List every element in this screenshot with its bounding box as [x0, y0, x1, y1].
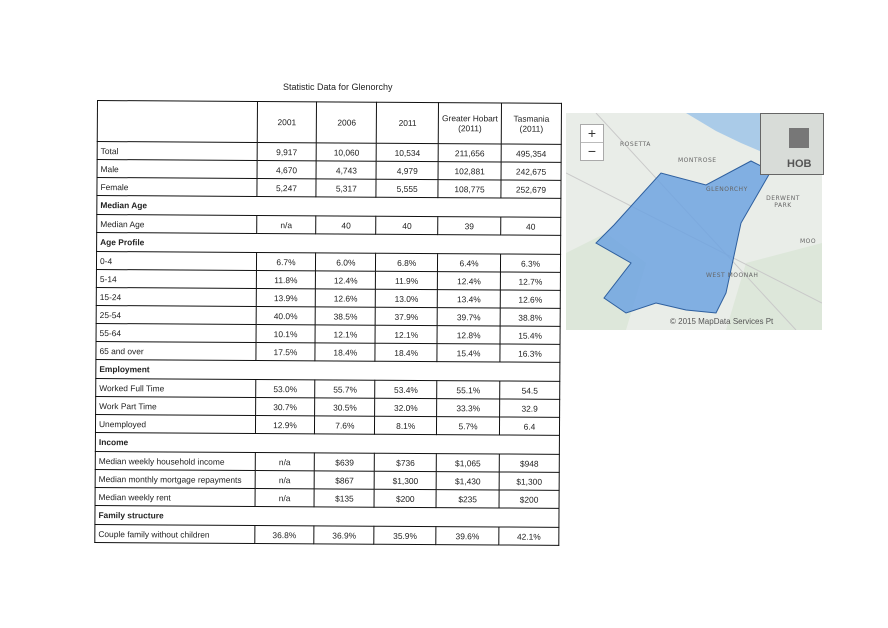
table-cell: 4,743: [316, 161, 376, 179]
row-label: 15-24: [96, 287, 256, 306]
table-cell: 10.1%: [256, 324, 316, 342]
table-cell: 30.5%: [315, 398, 375, 416]
table-cell: n/a: [255, 470, 315, 488]
column-header: 2001: [257, 101, 317, 142]
map-label: HOB: [787, 158, 812, 170]
table-cell: 15.4%: [437, 344, 500, 362]
table-cell: 36.8%: [254, 525, 314, 543]
table-cell: 12.9%: [255, 415, 315, 433]
table-cell: 36.9%: [314, 526, 374, 544]
column-header: Tasmania (2011): [501, 103, 561, 144]
table-cell: 5,555: [376, 179, 438, 197]
table-cell: 53.0%: [255, 379, 315, 397]
map-label: WEST MOONAH: [706, 272, 759, 279]
table-cell: 5,317: [316, 179, 376, 197]
table-cell: 12.1%: [375, 325, 437, 343]
table-cell: 38.8%: [500, 308, 560, 326]
table-cell: 40: [316, 216, 376, 234]
inset-thumbnail: [789, 128, 809, 148]
section-heading: Age Profile: [97, 233, 561, 255]
table-cell: $948: [499, 454, 559, 472]
table-cell: $200: [499, 490, 559, 508]
table-cell: 55.7%: [315, 380, 375, 398]
table-cell: 12.6%: [500, 290, 560, 308]
row-label: 0-4: [96, 252, 256, 271]
column-header: Greater Hobart (2011): [438, 103, 501, 144]
row-label: Worked Full Time: [96, 378, 256, 397]
table-cell: $639: [315, 453, 375, 471]
table-cell: $1,065: [436, 454, 499, 472]
map-label: ROSETTA: [620, 141, 651, 148]
table-cell: 102,881: [438, 162, 501, 180]
table-cell: 7.6%: [315, 416, 375, 434]
map-label: GLENORCHY: [706, 186, 748, 193]
table-cell: 17.5%: [255, 342, 315, 360]
table-cell: 53.4%: [375, 380, 437, 398]
table-cell: n/a: [255, 488, 315, 506]
table-cell: 18.4%: [375, 343, 437, 361]
map-label: MONTROSE: [678, 157, 717, 164]
statistics-table: [94, 100, 562, 546]
table-cell: 495,354: [501, 144, 561, 162]
section-heading: Median Age: [97, 196, 561, 218]
table-cell: 6.4: [499, 417, 559, 435]
section-heading: Income: [95, 432, 559, 454]
section-heading: Employment: [96, 359, 560, 381]
table-cell: 4,670: [257, 160, 317, 178]
table-cell: 252,679: [501, 180, 561, 198]
row-label: Female: [97, 178, 257, 197]
table-cell: 242,675: [501, 162, 561, 180]
zoom-in-button[interactable]: +: [587, 125, 597, 141]
table-cell: n/a: [255, 452, 315, 470]
table-cell: $736: [375, 453, 437, 471]
table-cell: 10,060: [317, 143, 377, 161]
table-cell: 5,247: [256, 178, 316, 196]
table-cell: 12.1%: [315, 325, 375, 343]
row-label: Median weekly household income: [95, 451, 255, 470]
header-row: [97, 101, 561, 145]
table-cell: 12.4%: [438, 272, 501, 290]
table-cell: 4,979: [376, 161, 438, 179]
zoom-control: [580, 124, 604, 161]
table-row: [95, 524, 559, 545]
table-cell: 6.4%: [438, 254, 501, 272]
section-heading: Family structure: [95, 505, 559, 527]
table-cell: n/a: [256, 215, 316, 233]
table-cell: 55.1%: [437, 381, 500, 399]
table-cell: $867: [315, 471, 375, 489]
map-label: DERWENT PARK: [766, 195, 800, 209]
table-cell: $235: [436, 490, 499, 508]
table-cell: 12.6%: [316, 289, 376, 307]
table-cell: 33.3%: [437, 399, 500, 417]
table-cell: 39.7%: [437, 308, 500, 326]
table-cell: 38.5%: [316, 307, 376, 325]
table-cell: $200: [374, 489, 436, 507]
table-cell: 12.7%: [500, 272, 560, 290]
map-inset[interactable]: [760, 113, 824, 175]
table-cell: 13.4%: [437, 290, 500, 308]
table-cell: 6.8%: [376, 253, 438, 271]
table-cell: $1,300: [499, 472, 559, 490]
row-label: Unemployed: [95, 414, 255, 433]
row-label: Median monthly mortgage repayments: [95, 469, 255, 488]
table-cell: 40: [501, 217, 561, 235]
row-label: Male: [97, 160, 257, 179]
table-cell: 6.3%: [500, 254, 560, 272]
table-cell: 30.7%: [255, 397, 315, 415]
row-label: Median weekly rent: [95, 487, 255, 506]
zoom-out-button[interactable]: −: [581, 142, 603, 160]
table-cell: $1,430: [436, 472, 499, 490]
row-label: 25-54: [96, 305, 256, 324]
table-cell: $1,300: [374, 471, 436, 489]
page-title: Statistic Data for Glenorchy: [283, 82, 393, 92]
table-cell: 37.9%: [375, 307, 437, 325]
table-cell: 15.4%: [500, 326, 560, 344]
table-cell: 39.6%: [436, 527, 499, 545]
table-cell: 39: [438, 217, 501, 235]
table-cell: 5.7%: [437, 417, 500, 435]
table-cell: 10,534: [376, 143, 438, 161]
row-label: Median Age: [97, 215, 257, 234]
row-label: 65 and over: [96, 341, 256, 360]
table-cell: 40: [376, 216, 438, 234]
table-cell: 12.4%: [316, 271, 376, 289]
table-cell: 13.9%: [256, 288, 316, 306]
table-cell: 12.8%: [437, 326, 500, 344]
table-cell: 6.7%: [256, 252, 316, 270]
row-label: Total: [97, 142, 257, 161]
table-cell: 32.9: [500, 399, 560, 417]
table-cell: $135: [314, 489, 374, 507]
column-header: 2006: [317, 102, 377, 143]
table-cell: 18.4%: [315, 343, 375, 361]
map-label: MOO: [800, 238, 817, 245]
table-cell: 9,917: [257, 142, 317, 160]
map-copyright: © 2015 MapData Services Pt: [670, 317, 774, 326]
row-label: 55-64: [96, 323, 256, 342]
table-cell: 13.0%: [376, 289, 438, 307]
column-header: 2011: [377, 102, 439, 143]
row-label: Work Part Time: [96, 396, 256, 415]
table-cell: 32.0%: [375, 398, 437, 416]
row-label: Couple family without children: [95, 524, 255, 543]
table-cell: 35.9%: [374, 526, 436, 544]
table-cell: 108,775: [438, 180, 501, 198]
table-cell: 54.5: [500, 381, 560, 399]
table-cell: 11.9%: [376, 271, 438, 289]
table-cell: 42.1%: [499, 527, 559, 545]
table-cell: 6.0%: [316, 253, 376, 271]
table-cell: 11.8%: [256, 270, 316, 288]
table-cell: 211,656: [438, 144, 501, 162]
row-label: 5-14: [96, 269, 256, 288]
table-cell: 8.1%: [375, 416, 437, 434]
table-cell: 16.3%: [500, 344, 560, 362]
column-header: [97, 101, 257, 143]
table-cell: 40.0%: [256, 306, 316, 324]
